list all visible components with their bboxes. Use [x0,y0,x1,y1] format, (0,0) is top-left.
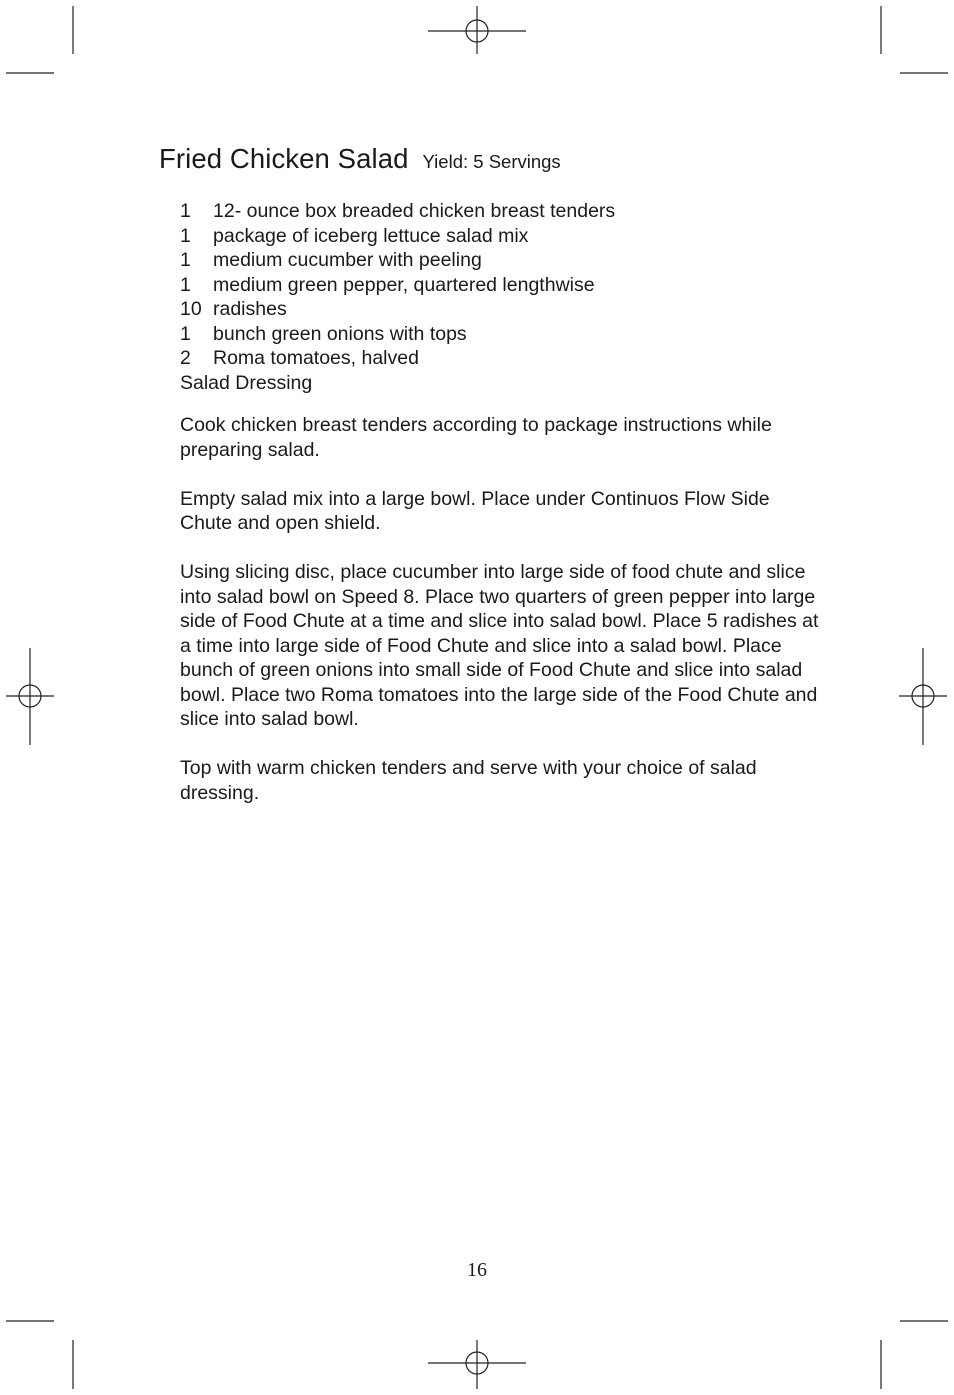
ingredient-name: Roma tomatoes, halved [213,347,419,369]
ingredient-extra: Salad Dressing [180,371,313,394]
ingredient-name: package of iceberg lettuce salad mix [213,224,529,247]
ingredient-name: bunch green onions with tops [213,322,467,345]
ingredient-row [180,199,615,224]
ingredient-quantity: 1 [180,322,191,345]
recipe-instructions [180,413,820,830]
ingredient-quantity: 2 [180,347,191,369]
ingredient-quantity: 1 [180,200,191,222]
instruction-paragraph: Empty salad mix into a large bowl. Place under Continuos Flow Side Chute and open shield. [180,487,770,534]
ingredient-row [180,273,615,298]
ingredient-quantity: 1 [180,249,191,271]
ingredient-row [180,346,615,371]
instruction-paragraph: Top with warm chicken tenders and serve with your choice of salad dressing. [180,757,757,804]
page-number: 16 [467,1259,487,1281]
instruction-paragraph: Using slicing disc, place cucumber into large side of food chute and slice into salad bowl on Speed 8. Place two quarters of green pepper into large side of Food Chute at a time and slice into salad bowl. Place 5 radishes at a time into large side of Food Chute and slice into a salad bowl. Place bunch of green onions into small side of Food Chute and slice into salad bowl. Place two Roma tomatoes into the large side of the Food Chute and slice into salad bowl. [180,561,819,730]
recipe-yield: Yield: 5 Servings [422,151,561,172]
ingredient-name: radishes [213,298,287,320]
ingredient-quantity: 1 [180,224,191,247]
ingredient-name: medium green pepper, quartered lengthwise [213,273,595,296]
ingredient-row [180,322,615,347]
ingredient-row [180,297,615,322]
instruction-paragraph: Cook chicken breast tenders according to package instructions while preparing salad. [180,414,772,461]
ingredient-name: 12- ounce box breaded chicken breast tenders [213,200,616,222]
ingredient-row [180,224,615,249]
recipe-header [159,143,561,175]
recipe-title: Fried Chicken Salad [159,143,409,174]
ingredient-list [180,199,615,395]
ingredient-quantity: 10 [180,298,202,320]
ingredient-quantity: 1 [180,273,191,296]
ingredient-name: medium cucumber with peeling [213,249,482,271]
ingredient-row [180,248,615,273]
